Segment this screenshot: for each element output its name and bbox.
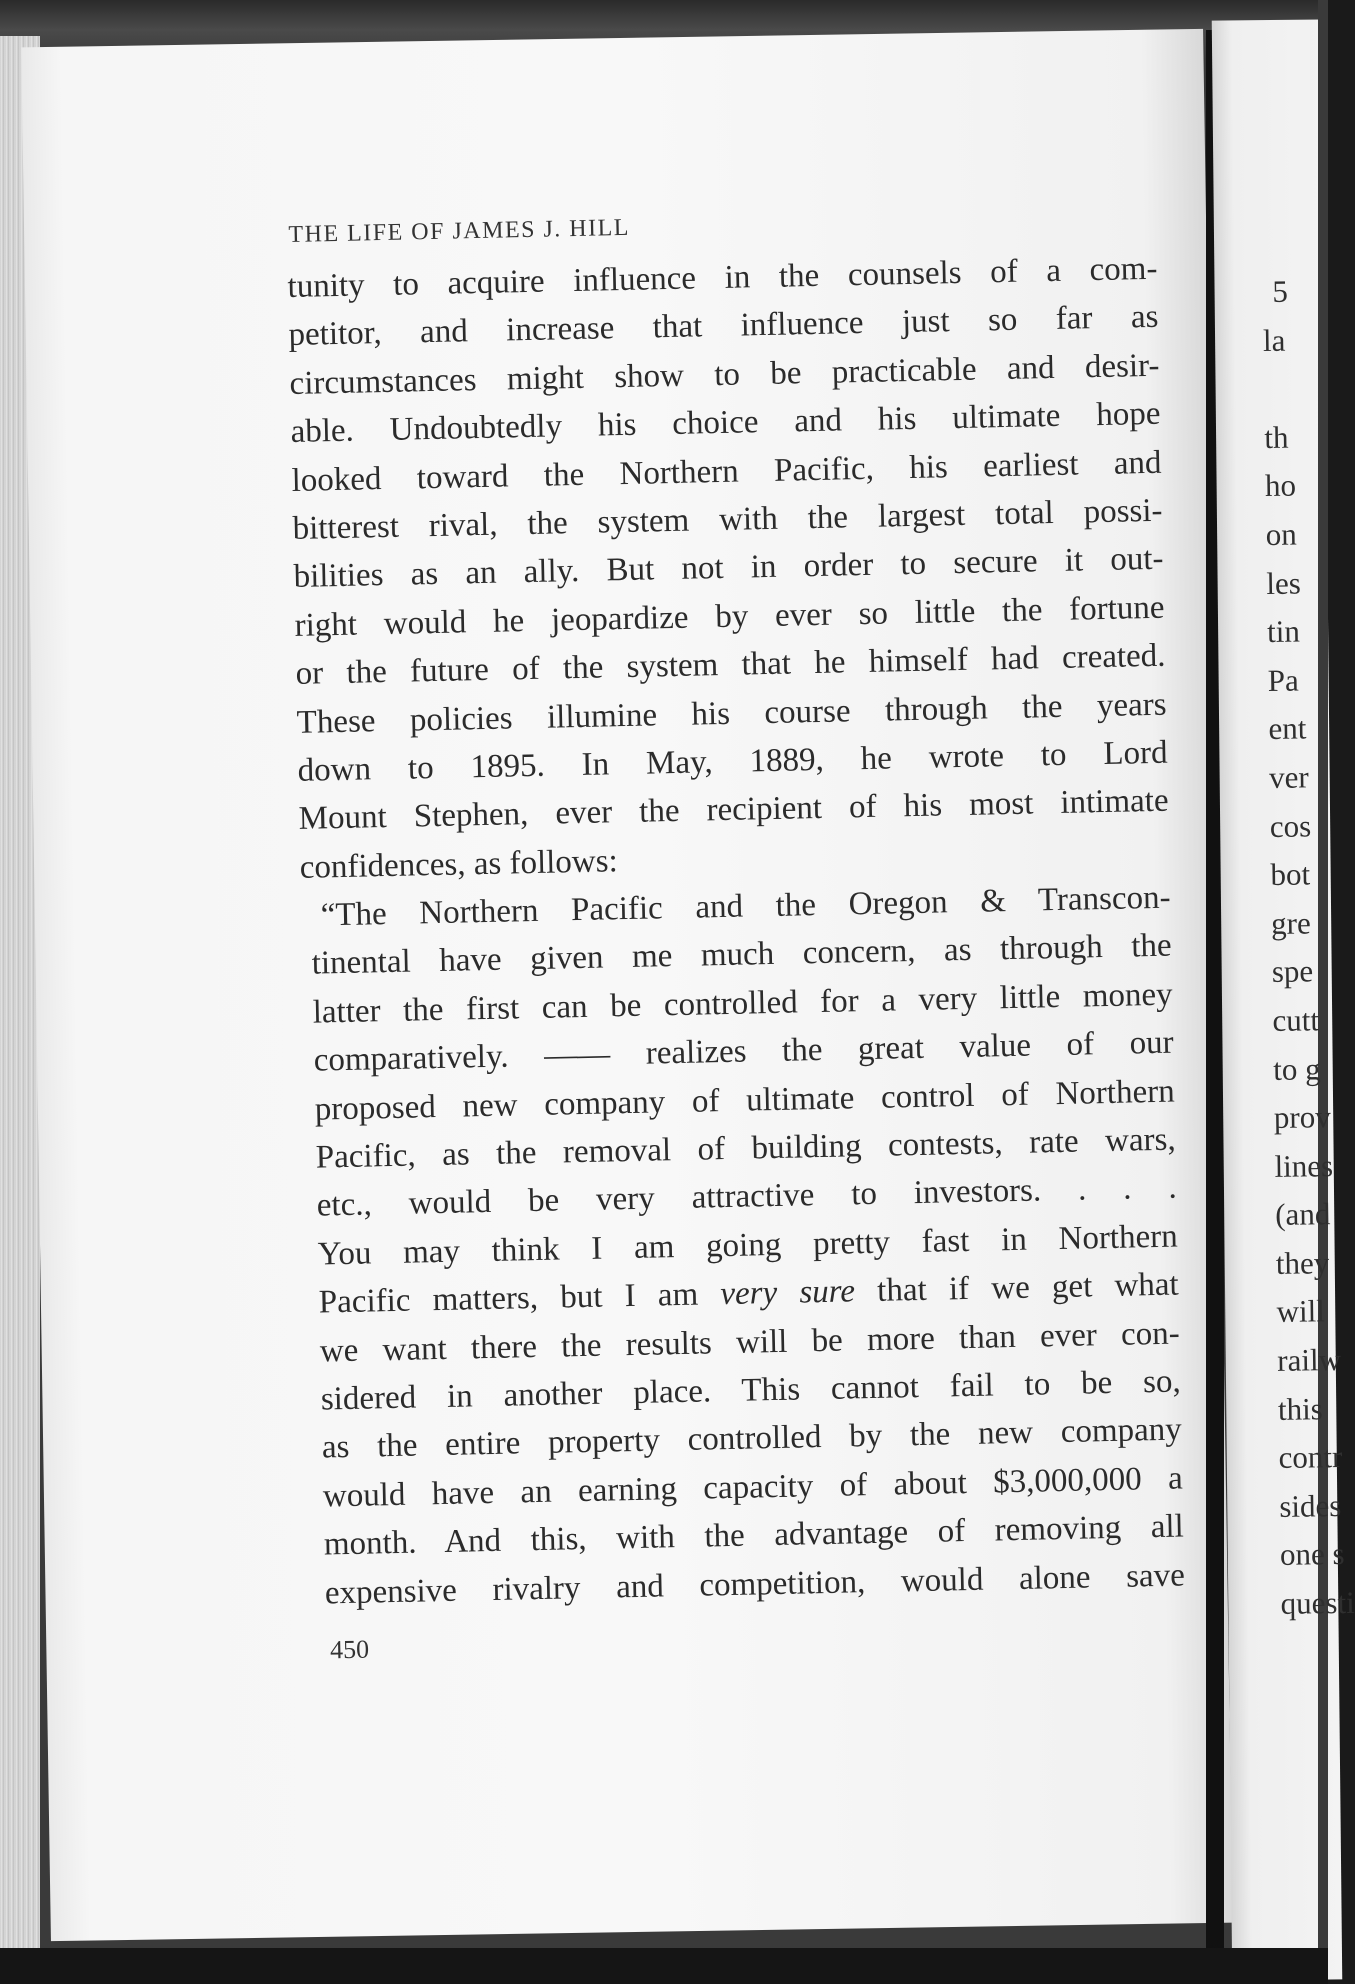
quote-line: Pacific, as the removal of building contests, rate wars, — [315, 1121, 1176, 1176]
facing-fragment: spe — [1271, 953, 1314, 990]
text-line: down to 1895. In May, 1889, he wrote to Lord — [297, 734, 1168, 789]
quote-line: etc., would be very attractive to investors. . . . — [316, 1169, 1178, 1224]
facing-fragment: (and — [1274, 1196, 1331, 1233]
quote-line: comparatively. —— realizes the great value of our — [313, 1024, 1174, 1079]
quote-line: we want there the results will be more than ever con- — [319, 1315, 1181, 1370]
facing-fragment — [1263, 364, 1334, 414]
text-line: bilities as an ally. But not in order to secure it out- — [293, 541, 1164, 596]
quote-line: tinental have given me much concern, as through the — [311, 928, 1172, 983]
facing-fragment: will — [1276, 1293, 1326, 1330]
text-line: able. Undoubtedly his choice and his ultimate hope — [290, 395, 1161, 451]
quote-line: “The Northern Pacific and the Oregon & Transcon- — [320, 879, 1171, 934]
facing-fragment: les — [1266, 565, 1302, 601]
facing-fragment: bot — [1270, 856, 1311, 893]
quote-line: sidered in another place. This cannot fail to be so, — [320, 1363, 1182, 1418]
facing-fragment: they — [1275, 1245, 1330, 1281]
facing-fragment: ver — [1268, 759, 1309, 795]
facing-fragment: sides — [1279, 1487, 1342, 1524]
text-line: Mount Stephen, ever the recipient of his most intimate — [298, 782, 1169, 838]
facing-fragment: prov — [1273, 1099, 1331, 1136]
text-line: circumstances might show to be practicable and desir- — [289, 347, 1160, 402]
text-line: bitterest rival, the system with the largest total possi- — [292, 492, 1163, 547]
text-line: or the future of the system that he himself had created. — [295, 637, 1166, 693]
facing-fragment: th — [1264, 419, 1289, 455]
facing-fragment: to g — [1272, 1050, 1321, 1087]
quote-line: latter the first can be controlled for a very little money — [312, 976, 1173, 1031]
scan-bottom-band — [0, 1948, 1328, 1984]
facing-fragment: 5 — [1272, 273, 1289, 309]
page-number: 450 — [329, 1634, 370, 1665]
text-line: petitor, and increase that influence just so far as — [288, 299, 1159, 354]
facing-fragment: railw — [1277, 1342, 1342, 1378]
text-line: tunity to acquire influence in the counsels of a com- — [287, 250, 1158, 305]
facing-fragment: this — [1277, 1390, 1323, 1427]
quote-line: expensive rivalry and competition, would alone save — [324, 1557, 1186, 1612]
facing-fragment: contr — [1278, 1439, 1343, 1476]
page-text-block — [286, 194, 1196, 1666]
facing-fragment: cutt — [1272, 1002, 1320, 1038]
text-line: looked toward the Northern Pacific, his earliest and — [291, 444, 1162, 499]
facing-fragment: one s — [1279, 1536, 1345, 1573]
facing-fragment: ent — [1268, 710, 1307, 747]
italic-emphasis: very sure — [720, 1273, 856, 1313]
running-head: THE LIFE OF JAMES J. HILL — [288, 214, 631, 248]
facing-fragment: questi — [1280, 1584, 1355, 1621]
quote-line-segment: that if we get what — [854, 1266, 1180, 1310]
quote-line: proposed new company of ultimate control of Northern — [314, 1073, 1175, 1128]
quote-line: as the entire property controlled by the new company — [321, 1411, 1183, 1466]
quote-line-segment: Pacific matters, but I am — [318, 1276, 721, 1321]
quote-line: You may think I am going pretty fast in Northern — [317, 1218, 1179, 1273]
quote-line: would have an earning capacity of about $3,000,000 a — [322, 1460, 1184, 1515]
facing-fragment: gre — [1270, 905, 1311, 941]
text-line: right would he jeopardize by ever so little the fortune — [294, 589, 1165, 644]
text-line: These policies illumine his course through the years — [296, 686, 1167, 741]
quote-line: month. And this, with the advantage of removing all — [323, 1508, 1185, 1563]
facing-fragment: Pa — [1267, 662, 1299, 698]
facing-fragment: ho — [1264, 467, 1297, 504]
facing-fragment: cos — [1269, 807, 1312, 844]
text-line: confidences, as follows: — [299, 842, 619, 886]
facing-fragment: lines — [1274, 1147, 1334, 1184]
facing-fragment: tin — [1266, 613, 1301, 650]
facing-fragment: on — [1265, 516, 1297, 552]
facing-fragment: la — [1262, 322, 1286, 358]
